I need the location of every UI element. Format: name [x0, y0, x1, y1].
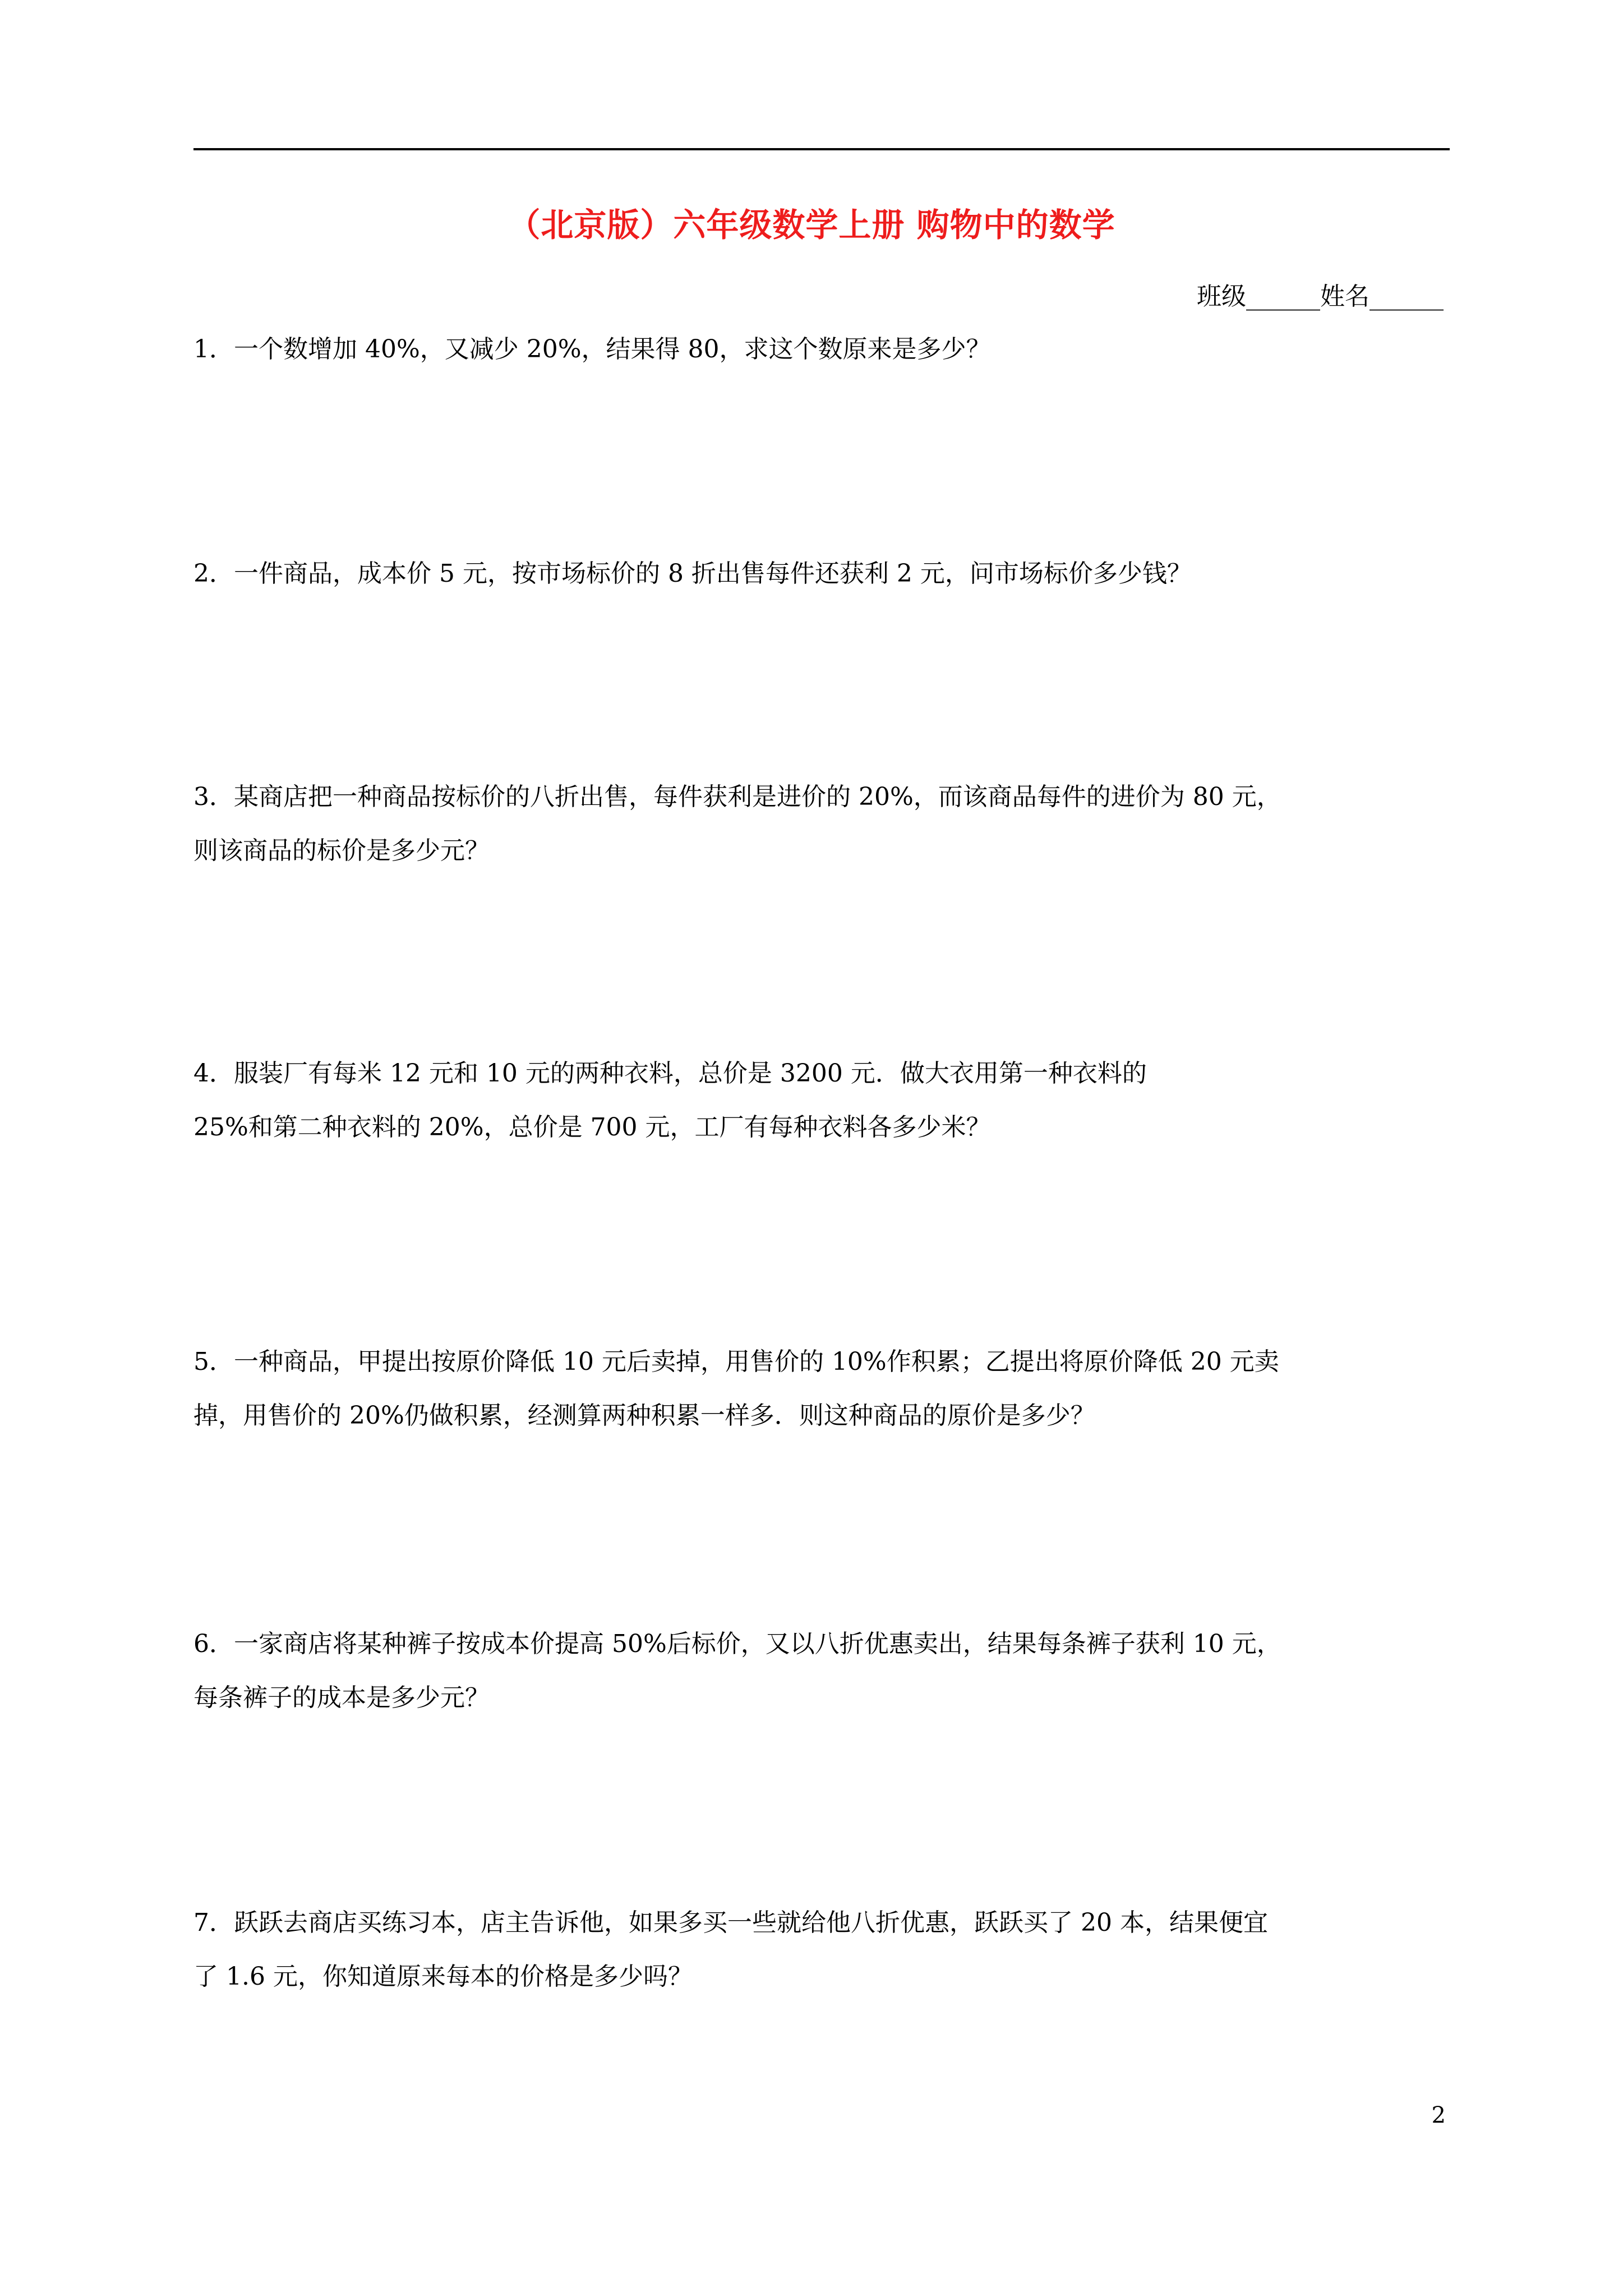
question-line: 3．某商店把一种商品按标价的八折出售，每件获利是进价的 20%，而该商品每件的进价为 80 元，	[193, 783, 1281, 811]
question-line: 4．服装厂有每米 12 元和 10 元的两种衣料，总价是 3200 元．做大衣用第一种衣料的	[193, 1059, 1147, 1088]
question-1	[193, 323, 1450, 376]
question-line: 了 1.6 元，你知道原来每本的价格是多少吗？	[193, 1962, 693, 1991]
question-line: 掉，用售价的 20%仍做积累，经测算两种积累一样多．则这种商品的原价是多少？	[193, 1401, 1095, 1430]
question-line: 2．一件商品，成本价 5 元，按市场标价的 8 折出售每件还获利 2 元，问市场标价多少钱？	[193, 559, 1192, 588]
question-line: 7．跃跃去商店买练习本，店主告诉他，如果多买一些就给他八折优惠，跃跃买了 20 本，结果便宜	[193, 1908, 1268, 1937]
header-rule	[193, 148, 1450, 150]
question-2	[193, 547, 1450, 601]
question-line: 1．一个数增加 40%，又减少 20%，结果得 80，求这个数原来是多少？	[193, 335, 991, 364]
question-line: 则该商品的标价是多少元？	[193, 836, 490, 865]
class-name-field: 班级______姓名______	[1197, 282, 1444, 311]
question-line: 每条裤子的成本是多少元？	[193, 1683, 490, 1712]
question-line: 6．一家商店将某种裤子按成本价提高 50%后标价，又以八折优惠卖出，结果每条裤子获利 10 元，	[193, 1630, 1281, 1658]
page-number: 2	[1431, 2102, 1446, 2128]
page-title: （北京版）六年级数学上册 购物中的数学	[508, 206, 1115, 244]
question-3	[193, 770, 1450, 878]
question-7	[193, 1896, 1450, 2004]
question-line: 5．一种商品，甲提出按原价降低 10 元后卖掉，用售价的 10%作积累；乙提出将原价降低 20 元卖	[193, 1347, 1279, 1376]
question-line: 25%和第二种衣料的 20%，总价是 700 元，工厂有每种衣料各多少米？	[193, 1113, 991, 1142]
question-6	[193, 1617, 1450, 1725]
question-4	[193, 1047, 1450, 1154]
question-5	[193, 1335, 1450, 1443]
